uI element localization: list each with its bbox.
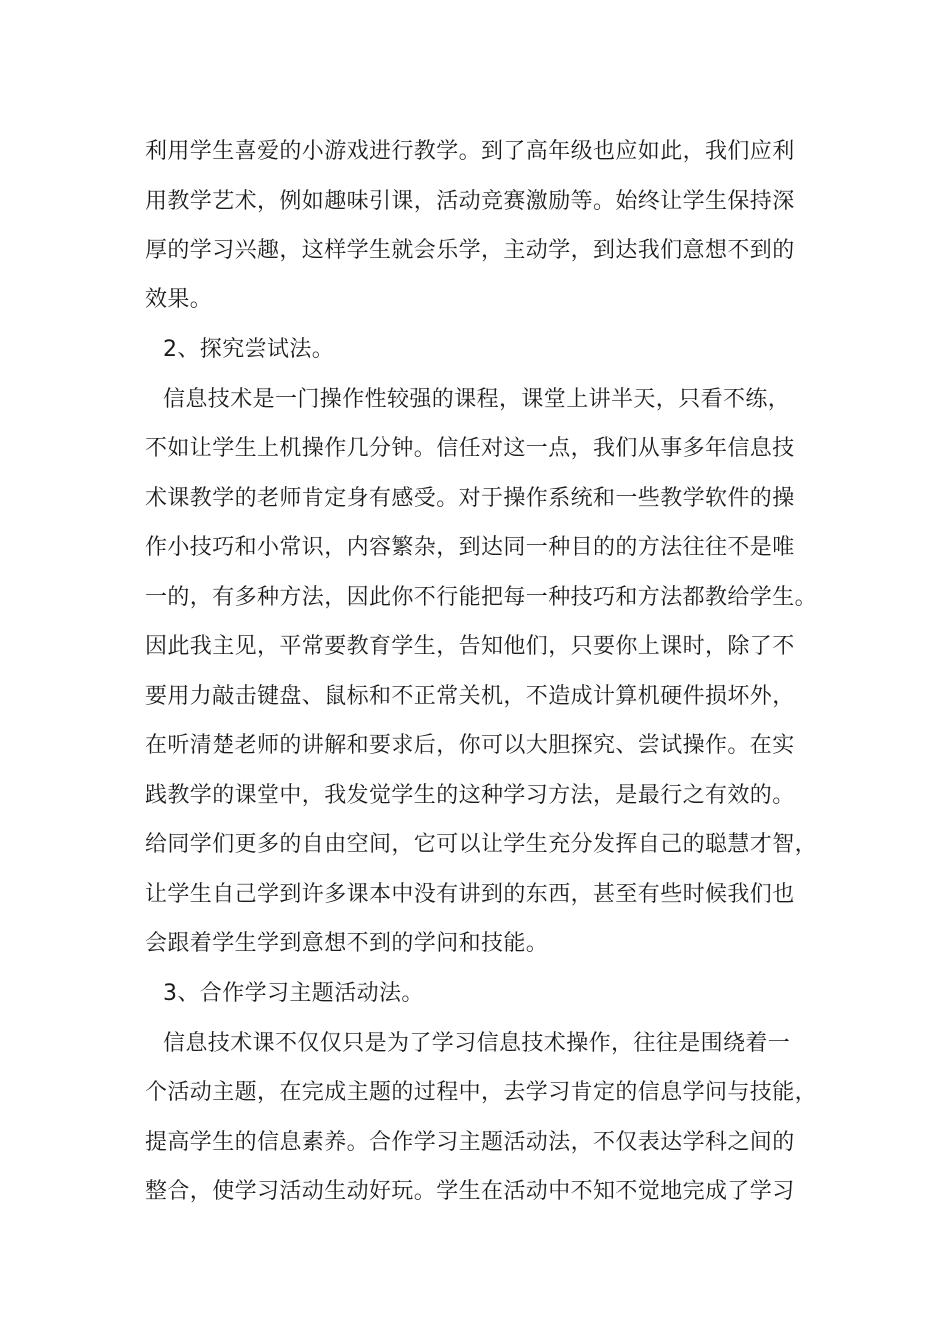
text-line: 信息技术是一门操作性较强的课程，课堂上讲半天，只看不练， [163,387,791,412]
text-line: 在听清楚老师的讲解和要求后，你可以大胆探究、尝试操作。在实 [145,733,795,758]
text-line: 术课教学的老师肯定身有感受。对于操作系统和一些教学软件的操 [145,486,795,511]
text-line: 整合，使学习活动生动好玩。学生在活动中不知不觉地完成了学习 [145,1179,795,1204]
text-line: 一的，有多种方法，因此你不行能把每一种技巧和方法都教给学生。 [145,585,818,610]
text-line: 个活动主题，在完成主题的过程中，去学习肯定的信息学问与技能， [145,1080,818,1105]
text-line: 不如让学生上机操作几分钟。信任对这一点，我们从事多年信息技 [145,436,795,461]
text-line: 因此我主见，平常要教育学生，告知他们，只要你上课时，除了不 [145,634,795,659]
text-line: 利用学生喜爱的小游戏进行教学。到了高年级也应如此，我们应利 [145,139,795,164]
text-line: 厚的学习兴趣，这样学生就会乐学，主动学，到达我们意想不到的 [145,238,795,263]
text-line: 信息技术课不仅仅只是为了学习信息技术操作，往往是围绕着一 [163,1031,791,1056]
text-line: 给同学们更多的自由空间，它可以让学生充分发挥自己的聪慧才智， [145,832,818,857]
text-line: 提高学生的信息素养。合作学习主题活动法，不仅表达学科之间的 [145,1130,795,1155]
text-line: 会跟着学生学到意想不到的学问和技能。 [145,931,549,956]
text-line: 践教学的课堂中，我发觉学生的这种学习方法，是最行之有效的。 [145,783,795,808]
text-line: 作小技巧和小常识，内容繁杂，到达同一种目的的方法往往不是唯 [145,535,795,560]
section-heading: 2、探究尝试法。 [163,337,335,362]
text-line: 效果。 [145,287,213,312]
text-line: 用教学艺术，例如趣味引课，活动竞赛激励等。始终让学生保持深 [145,189,795,214]
section-heading: 3、合作学习主题活动法。 [163,981,424,1006]
text-line: 让学生自己学到许多课本中没有讲到的东西，甚至有些时候我们也 [145,882,795,907]
text-line: 要用力敲击键盘、鼠标和不正常关机，不造成计算机硬件损坏外， [145,684,795,709]
